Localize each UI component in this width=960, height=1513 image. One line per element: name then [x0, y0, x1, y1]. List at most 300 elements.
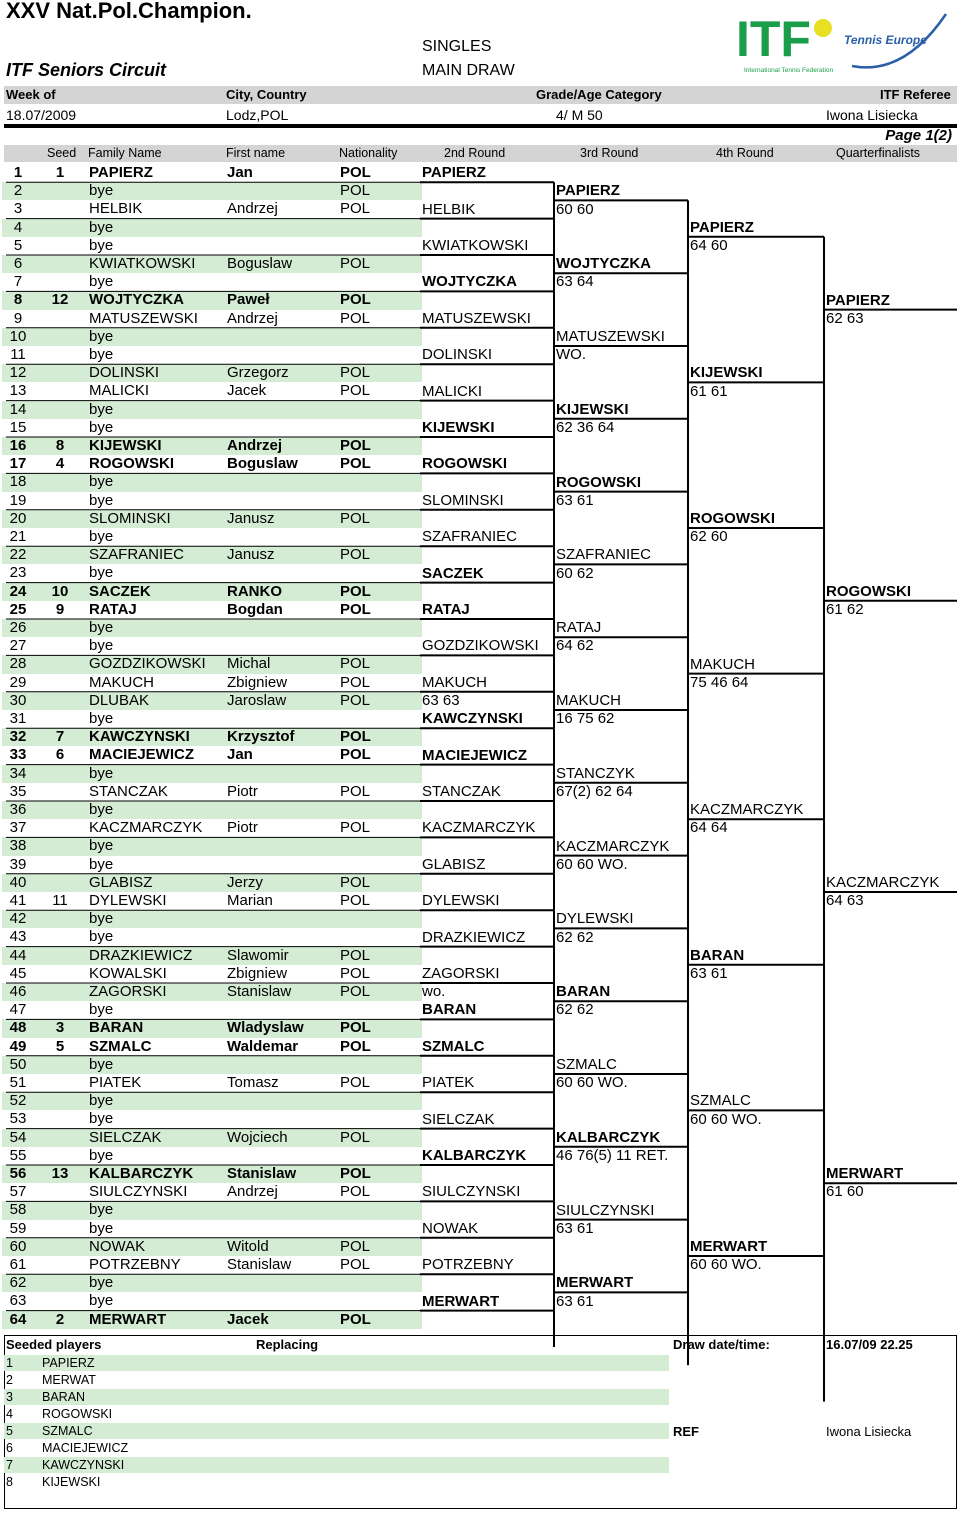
player-first-name: Janusz [227, 509, 275, 527]
week-label: Week of [6, 87, 56, 102]
player-family-name: bye [89, 1110, 114, 1128]
city-value: Lodz,POL [226, 107, 289, 123]
player-nationality: POL [340, 946, 371, 964]
bracket-match-score: 60 60 WO. [690, 1256, 762, 1274]
bracket-winner-name: PIATEK [422, 1074, 475, 1092]
bracket-winner-name: ROGOWSKI [556, 473, 641, 491]
entry-number: 27 [9, 637, 27, 655]
bracket-winner-name: WOJTYCZKA [422, 273, 517, 291]
seeded-player-number: 5 [6, 1424, 13, 1438]
player-family-name: MACIEJEWICZ [89, 746, 194, 764]
col-family-name: Family Name [88, 146, 162, 160]
seeded-player-name: KAWCZYNSKI [42, 1458, 125, 1472]
bracket-winner-name: MATUSZEWSKI [422, 309, 531, 327]
seed-number: 5 [55, 1037, 65, 1055]
entry-number: 64 [9, 1310, 27, 1328]
player-family-name: bye [89, 273, 114, 291]
player-first-name: Jerzy [227, 873, 263, 891]
bracket-match-score: 62 60 [690, 528, 728, 546]
player-first-name: Witold [227, 1237, 269, 1255]
seeded-player-name: BARAN [42, 1390, 86, 1404]
col-4th-round: 4th Round [716, 146, 774, 160]
player-first-name: Waldemar [227, 1037, 299, 1055]
player-first-name: Andrzej [227, 309, 278, 327]
bracket-match-score: 64 64 [690, 819, 728, 837]
bracket-match-score: 63 61 [556, 491, 594, 509]
tournament-title: XXV Nat.Pol.Champion. [6, 0, 252, 23]
grade-label: Grade/Age Category [536, 87, 662, 102]
seed-number: 1 [55, 164, 65, 181]
player-first-name: Jaroslaw [227, 691, 287, 709]
player-nationality: POL [340, 164, 371, 181]
entry-number: 10 [9, 327, 27, 345]
bracket-winner-name: KACZMARCZYK [422, 819, 536, 837]
seeded-player-name: PAPIERZ [42, 1356, 95, 1370]
player-first-name: Michal [227, 655, 271, 673]
entry-number: 51 [9, 1074, 27, 1091]
draw-time-value: 16.07/09 22.25 [826, 1337, 913, 1352]
week-value: 18.07/2009 [6, 107, 77, 123]
player-first-name: Andrzej [227, 437, 283, 454]
player-family-name: KACZMARCZYK [89, 819, 203, 837]
bracket-match-score: 63 61 [690, 965, 728, 982]
player-family-name: SIULCZYNSKI [89, 1183, 188, 1201]
entry-number: 22 [9, 546, 27, 564]
entry-number: 37 [9, 819, 27, 837]
seeded-player-number: 6 [6, 1441, 13, 1455]
player-first-name: Krzysztof [227, 728, 295, 746]
entry-number: 38 [9, 837, 27, 855]
entry-number: 39 [9, 855, 27, 873]
player-family-name: MATUSZEWSKI [89, 309, 198, 327]
player-nationality: POL [340, 1310, 371, 1328]
entry-number: 29 [9, 673, 27, 691]
seed-number: 7 [55, 728, 65, 746]
bracket-match-score: 63 61 [556, 1219, 594, 1237]
bracket-match-score: 64 63 [826, 892, 864, 910]
bracket-winner-name: GOZDZIKOWSKI [422, 637, 539, 655]
entry-number: 4 [13, 218, 23, 236]
player-family-name: bye [89, 764, 114, 782]
player-nationality: POL [340, 892, 371, 909]
player-family-name: bye [89, 236, 114, 254]
player-family-name: bye [89, 1001, 114, 1019]
col-seed: Seed [47, 146, 77, 160]
seed-number: 11 [52, 892, 68, 909]
player-nationality: POL [340, 728, 371, 746]
player-family-name: KIJEWSKI [89, 437, 162, 454]
player-nationality: POL [340, 509, 371, 527]
entry-number: 12 [9, 364, 27, 382]
seeded-player-number: 7 [6, 1458, 13, 1472]
bracket-winner-name: NOWAK [422, 1219, 479, 1237]
bracket-winner-name: MACIEJEWICZ [422, 746, 527, 764]
entry-number: 61 [9, 1256, 27, 1273]
entry-number: 19 [9, 491, 27, 509]
bracket-match-score: 63 63 [422, 692, 460, 709]
bracket-winner-name: WOJTYCZKA [556, 255, 651, 273]
entry-number: 40 [9, 873, 27, 891]
entry-number: 34 [9, 764, 27, 782]
entry-number: 46 [9, 983, 27, 1000]
bracket-match-score: WO. [556, 346, 586, 364]
bracket-winner-name: MAKUCH [556, 692, 622, 709]
ref-label: REF [673, 1424, 699, 1439]
player-family-name: GLABISZ [89, 873, 153, 891]
bracket-winner-name: SZMALC [690, 1092, 751, 1110]
seed-number: 3 [55, 1019, 65, 1037]
player-nationality: POL [340, 983, 371, 1000]
player-family-name: bye [89, 327, 114, 345]
player-family-name: bye [89, 1146, 114, 1164]
player-first-name: Stanislaw [227, 1256, 292, 1273]
bracket-winner-name: PAPIERZ [826, 291, 890, 309]
entry-number: 55 [9, 1146, 27, 1164]
player-family-name: DOLINSKI [89, 364, 160, 382]
entry-number: 9 [13, 309, 23, 327]
bracket-winner-name: MAKUCH [422, 673, 488, 691]
entry-number: 7 [13, 273, 23, 291]
bracket-winner-name: DYLEWSKI [422, 892, 500, 910]
entry-number: 54 [9, 1128, 27, 1146]
bracket-winner-name: SZAFRANIEC [556, 546, 652, 564]
seeded-player-row [4, 1372, 669, 1388]
player-family-name: bye [89, 837, 114, 855]
entry-number: 28 [9, 655, 27, 673]
bracket-winner-name: BARAN [422, 1001, 477, 1019]
player-family-name: bye [89, 346, 114, 363]
entry-number: 32 [9, 728, 27, 746]
col-nationality: Nationality [339, 146, 398, 160]
player-family-name: bye [89, 1201, 114, 1219]
bracket-winner-name: KIJEWSKI [556, 400, 629, 418]
player-family-name: GOZDZIKOWSKI [89, 655, 206, 673]
player-family-name: bye [89, 1292, 114, 1310]
grade-value: 4/ M 50 [556, 107, 603, 123]
bracket-winner-name: ROGOWSKI [826, 582, 911, 600]
player-nationality: POL [340, 291, 371, 309]
player-family-name: MERWART [89, 1310, 167, 1328]
entry-number: 23 [9, 564, 27, 582]
player-family-name: SIELCZAK [89, 1128, 162, 1146]
entry-number: 52 [9, 1092, 27, 1110]
player-nationality: POL [340, 600, 371, 618]
entry-number: 59 [9, 1219, 27, 1237]
player-family-name: bye [89, 491, 114, 509]
entry-number: 48 [9, 1019, 27, 1037]
bracket-winner-name: KALBARCZYK [556, 1128, 661, 1146]
player-family-name: bye [89, 528, 114, 545]
seeded-player-name: KIJEWSKI [42, 1475, 101, 1489]
player-first-name: Bogdan [227, 600, 283, 618]
entry-number: 47 [9, 1001, 27, 1019]
player-family-name: PIATEK [89, 1074, 142, 1091]
seeded-player-row [4, 1355, 669, 1371]
player-nationality: POL [340, 455, 371, 473]
bracket-winner-name: DYLEWSKI [556, 910, 634, 928]
seeded-player-row [4, 1440, 669, 1456]
bracket-winner-name: BARAN [556, 983, 611, 1001]
bracket-match-score: 61 60 [826, 1183, 864, 1201]
player-family-name: SLOMINSKI [89, 509, 171, 527]
bracket-winner-name: SIULCZYNSKI [422, 1183, 521, 1201]
entry-number: 33 [9, 746, 27, 764]
player-family-name: MAKUCH [89, 673, 155, 691]
player-family-name: SACZEK [89, 582, 151, 600]
bracket-winner-name: SZMALC [422, 1037, 485, 1055]
circuit-name: ITF Seniors Circuit [6, 60, 167, 80]
bracket-match-score: 67(2) 62 64 [556, 783, 633, 800]
player-family-name: bye [89, 928, 114, 946]
player-family-name: bye [89, 910, 114, 928]
bracket-match-score: 60 62 [556, 564, 594, 582]
bracket-winner-name: KWIATKOWSKI [422, 237, 529, 254]
player-family-name: RATAJ [89, 600, 137, 618]
player-first-name: Janusz [227, 546, 275, 564]
player-family-name: WOJTYCZKA [89, 291, 184, 309]
entry-number: 63 [9, 1292, 27, 1310]
player-first-name: Wojciech [227, 1128, 288, 1146]
itf-logo-text: ITF [736, 11, 811, 67]
player-family-name: bye [89, 473, 114, 491]
entry-number: 35 [9, 782, 27, 800]
bracket-winner-name: MATUSZEWSKI [556, 328, 665, 345]
bracket-match-score: 64 62 [556, 637, 594, 655]
entry-number: 24 [9, 582, 27, 600]
seeded-player-number: 2 [6, 1373, 13, 1387]
entry-number: 2 [13, 182, 23, 200]
player-family-name: NOWAK [89, 1237, 146, 1255]
col-3rd-round: 3rd Round [580, 146, 639, 160]
entry-number: 6 [13, 255, 23, 272]
bracket-winner-name: DRAZKIEWICZ [422, 928, 526, 946]
bracket-winner-name: STANCZYK [556, 764, 635, 782]
page-number: Page 1(2) [885, 127, 952, 144]
player-nationality: POL [340, 382, 371, 400]
bracket-winner-name: KAWCZYNSKI [422, 710, 523, 728]
bracket-match-score: 62 62 [556, 928, 594, 946]
entry-number: 50 [9, 1055, 27, 1073]
seeded-player-row [4, 1474, 669, 1490]
entry-number: 8 [13, 291, 23, 309]
player-family-name: DRAZKIEWICZ [89, 946, 193, 964]
player-family-name: bye [89, 1092, 114, 1110]
seeded-player-row [4, 1423, 669, 1439]
entry-number: 57 [9, 1183, 27, 1201]
seed-number: 13 [51, 1165, 69, 1182]
col-first-name: First name [226, 146, 286, 160]
entry-number: 3 [13, 200, 23, 218]
player-family-name: KWIATKOWSKI [89, 255, 196, 272]
player-family-name: HELBIK [89, 200, 143, 218]
referee-value: Iwona Lisiecka [826, 107, 918, 123]
bracket-winner-name: BARAN [690, 946, 745, 964]
player-family-name: KALBARCZYK [89, 1165, 194, 1182]
bracket-match-score: 64 60 [690, 237, 728, 254]
player-nationality: POL [340, 255, 371, 272]
player-family-name: bye [89, 1219, 114, 1237]
player-family-name: bye [89, 619, 114, 636]
player-nationality: POL [340, 1183, 371, 1201]
player-family-name: MALICKI [89, 382, 150, 400]
seed-number: 9 [55, 600, 65, 618]
bracket-winner-name: PAPIERZ [556, 182, 620, 200]
entry-number: 44 [9, 946, 27, 964]
bracket-winner-name: SZAFRANIEC [422, 528, 518, 546]
player-nationality: POL [340, 200, 371, 218]
player-nationality: POL [340, 1074, 371, 1091]
player-family-name: KAWCZYNSKI [89, 728, 190, 746]
event-type: SINGLES [422, 38, 492, 55]
seeded-player-number: 1 [6, 1356, 13, 1370]
bracket-winner-name: HELBIK [422, 200, 476, 218]
player-family-name: bye [89, 400, 114, 418]
bracket-winner-name: ROGOWSKI [422, 455, 507, 473]
bracket-match-score: wo. [422, 983, 446, 1001]
player-nationality: POL [340, 819, 371, 837]
entry-number: 31 [9, 710, 27, 727]
bracket-winner-name: SACZEK [422, 564, 484, 582]
player-family-name: DYLEWSKI [89, 892, 167, 909]
seeded-player-number: 8 [6, 1475, 13, 1489]
bracket-winner-name: MERWART [826, 1165, 904, 1183]
bracket-match-score: 63 64 [556, 273, 594, 291]
bracket-winner-name: ROGOWSKI [690, 510, 775, 527]
ref-value: Iwona Lisiecka [826, 1424, 912, 1439]
seed-number: 2 [55, 1310, 65, 1328]
player-nationality: POL [340, 673, 371, 691]
player-nationality: POL [340, 546, 371, 564]
player-nationality: POL [340, 964, 371, 982]
bracket-winner-name: GLABISZ [422, 855, 486, 873]
bracket-winner-name: KALBARCZYK [422, 1147, 527, 1164]
bracket-winner-name: MERWART [422, 1292, 500, 1310]
bracket-match-score: 60 60 WO. [690, 1110, 762, 1128]
bracket-winner-name: MERWART [556, 1274, 634, 1292]
player-first-name: Piotr [227, 782, 258, 800]
player-first-name: Zbigniew [227, 964, 288, 982]
player-first-name: Piotr [227, 819, 258, 837]
bracket-winner-name: MAKUCH [690, 655, 756, 673]
player-nationality: POL [340, 1165, 371, 1182]
player-nationality: POL [340, 364, 371, 382]
player-first-name: Boguslaw [227, 255, 293, 272]
player-first-name: Boguslaw [227, 455, 298, 473]
player-family-name: PAPIERZ [89, 164, 153, 181]
col-2nd-round: 2nd Round [444, 146, 506, 160]
entry-number: 11 [10, 346, 26, 363]
player-nationality: POL [340, 309, 371, 327]
player-nationality: POL [340, 691, 371, 709]
draw-type: MAIN DRAW [422, 62, 515, 79]
player-first-name: Stanislaw [227, 1165, 297, 1182]
player-nationality: POL [340, 655, 371, 673]
seed-number: 4 [55, 455, 65, 473]
referee-label: ITF Referee [880, 87, 951, 102]
player-family-name: bye [89, 564, 114, 582]
bracket-match-score: 63 61 [556, 1292, 594, 1310]
player-family-name: STANCZAK [89, 782, 168, 800]
player-first-name: Jacek [227, 1310, 269, 1328]
player-family-name: bye [89, 710, 114, 727]
entry-number: 49 [9, 1037, 27, 1055]
player-nationality: POL [340, 782, 371, 800]
bracket-match-score: 46 76(5) 11 RET. [556, 1147, 669, 1164]
seeded-player-name: MACIEJEWICZ [42, 1441, 129, 1455]
entry-number: 1 [13, 164, 23, 181]
entry-number: 14 [9, 400, 27, 418]
player-first-name: Paweł [227, 291, 270, 309]
bracket-winner-name: POTRZEBNY [422, 1256, 514, 1274]
entry-number: 42 [9, 910, 27, 928]
bracket-winner-name: MERWART [690, 1238, 768, 1255]
entry-number: 45 [9, 964, 27, 982]
entry-number: 26 [9, 619, 27, 636]
player-nationality: POL [340, 1128, 371, 1146]
player-first-name: RANKO [227, 582, 282, 600]
player-first-name: Andrzej [227, 200, 278, 218]
player-family-name: ROGOWSKI [89, 455, 174, 473]
bracket-match-score: 16 75 62 [556, 710, 615, 728]
city-label: City, Country [226, 87, 307, 102]
seed-number: 10 [51, 582, 69, 600]
bracket-winner-name: KIJEWSKI [690, 364, 763, 382]
player-family-name: bye [89, 1055, 114, 1073]
seeded-player-name: ROGOWSKI [42, 1407, 113, 1421]
player-first-name: Andrzej [227, 1183, 278, 1201]
player-nationality: POL [340, 437, 371, 454]
player-first-name: Jan [227, 164, 253, 181]
seeded-player-name: MERWAT [42, 1373, 96, 1387]
bracket-winner-name: DOLINSKI [422, 346, 493, 364]
bracket-winner-name: KIJEWSKI [422, 419, 495, 436]
player-first-name: Jacek [227, 382, 267, 400]
player-family-name: bye [89, 801, 114, 818]
player-family-name: SZMALC [89, 1037, 152, 1055]
seed-number: 8 [55, 437, 65, 454]
player-first-name: Wladyslaw [227, 1019, 304, 1037]
col-quarterfinalists: Quarterfinalists [836, 146, 921, 160]
player-family-name: bye [89, 1274, 114, 1292]
seeded-player-row [4, 1457, 669, 1473]
bracket-match-score: 62 36 64 [556, 419, 615, 436]
replacing-label: Replacing [256, 1337, 319, 1352]
player-nationality: POL [340, 182, 371, 200]
entry-number: 21 [9, 528, 27, 545]
bracket-match-score: 61 62 [826, 601, 864, 618]
entry-number: 58 [9, 1201, 27, 1219]
entry-number: 62 [9, 1274, 27, 1292]
player-nationality: POL [340, 1256, 371, 1273]
bracket-winner-name: RATAJ [556, 619, 602, 637]
bracket-winner-name: PAPIERZ [690, 218, 754, 236]
bracket-winner-name: SZMALC [556, 1056, 617, 1073]
player-first-name: Marian [227, 892, 273, 909]
player-nationality: POL [340, 582, 371, 600]
player-first-name: Zbigniew [227, 673, 288, 691]
bracket-winner-name: MALICKI [422, 382, 483, 400]
entry-number: 16 [9, 437, 27, 454]
player-family-name: SZAFRANIEC [89, 546, 185, 564]
bracket-winner-name: RATAJ [422, 601, 470, 618]
player-nationality: POL [340, 873, 371, 891]
entry-number: 17 [9, 455, 27, 473]
seeded-player-number: 4 [6, 1407, 13, 1421]
bracket-winner-name: STANCZAK [422, 783, 501, 800]
player-family-name: bye [89, 218, 114, 236]
player-first-name: Grzegorz [227, 364, 289, 382]
seeded-player-number: 3 [6, 1390, 13, 1404]
